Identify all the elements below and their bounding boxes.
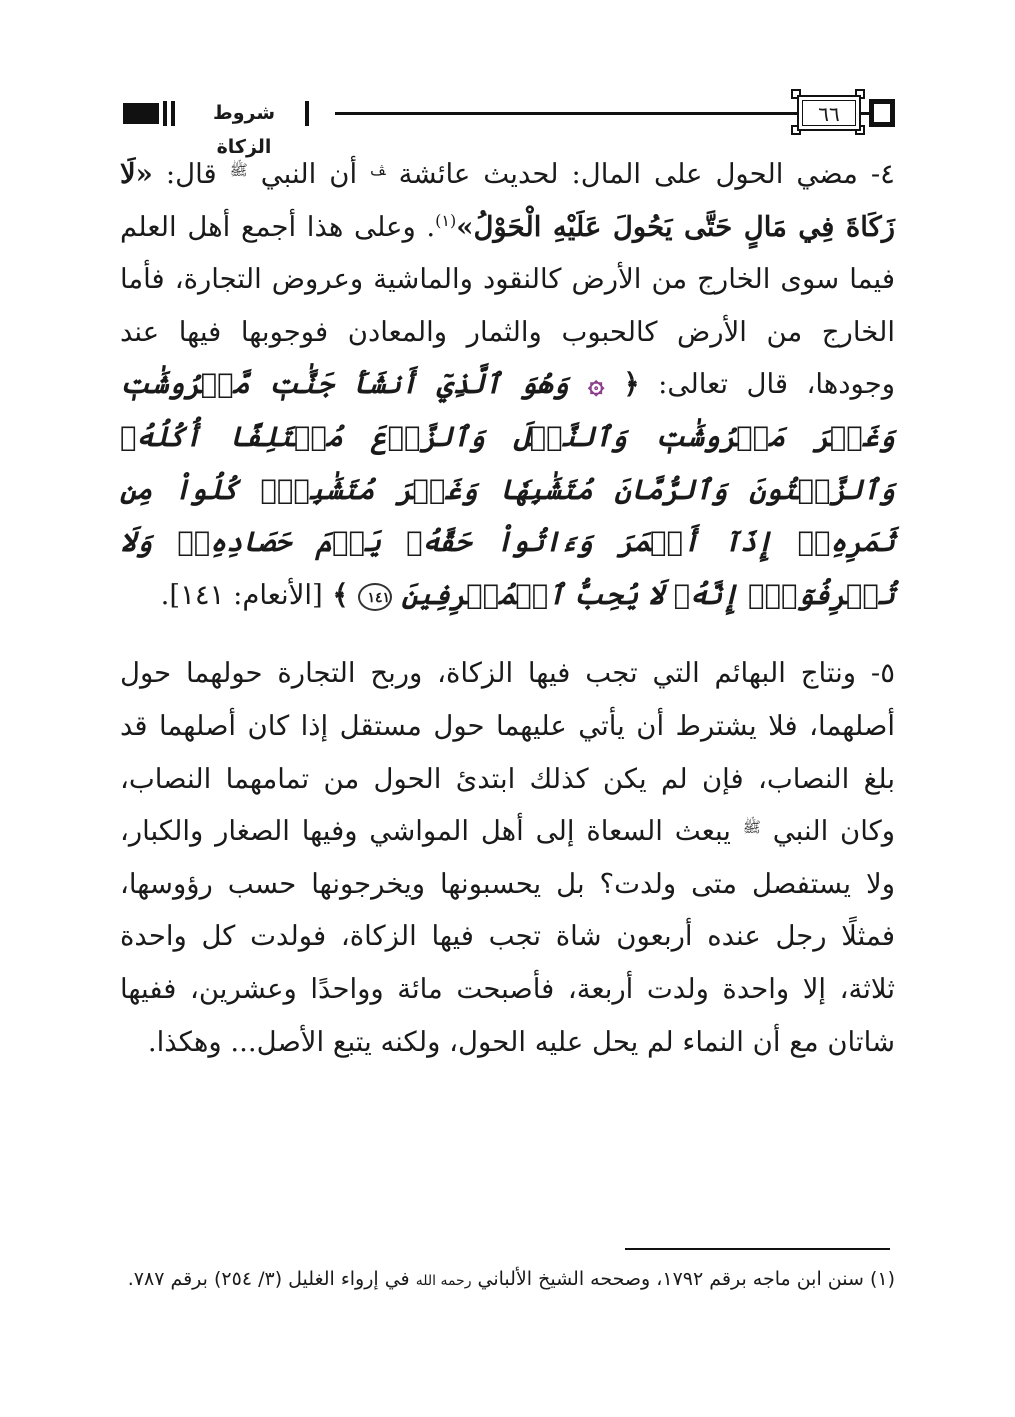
- quran-verse: [120, 368, 895, 610]
- header-ornament-block: [123, 103, 159, 124]
- footnote-text: سنن ابن ماجه برقم ١٧٩٢، وصححه الشيخ الألباني: [477, 1268, 864, 1290]
- header-ornament-square: [869, 99, 895, 127]
- footnote-text: في إرواء الغليل (٣/ ٢٥٤) برقم ٧٨٧.: [127, 1268, 410, 1290]
- sajda-flower-icon: ۞: [588, 368, 605, 401]
- footnote-1: [120, 1262, 895, 1299]
- paragraph-condition-5: [120, 647, 895, 1068]
- verse-citation: [الأنعام: ١٤١].: [160, 578, 323, 611]
- item-number: ٥-: [870, 657, 895, 690]
- ayah-number-marker: ١٤١: [358, 583, 392, 611]
- footnote-reference[interactable]: (١): [435, 210, 457, 230]
- header-rule: [335, 112, 797, 115]
- honorific-prophet-glyph: ﷺ: [229, 161, 248, 179]
- page-body: [120, 148, 895, 1068]
- hadith-quote: «لَا زَكَاةَ فِي مَالٍ حَتَّى يَحُولَ عَلَيْهِ الْحَوْلُ»: [120, 158, 896, 243]
- footnote-marker: (١): [869, 1268, 895, 1290]
- honorific-prophet-glyph: ﷺ: [742, 818, 761, 837]
- honorific-aisha-glyph: ﭫ: [370, 161, 386, 179]
- paragraph-text: يبعث السعاة إلى أهل المواشي وفيها الصغار والكبار، ولا يستفصل متى ولدت؟ بل يحسبونها ويخرجونها حسب رؤوسها، فمثلًا رجل عنده أربعون شاة تجب فيها الزكاة، فولدت كل واحدة ثلاثة، إلا واحدة ولدت أربعة، فأصبحت مائة وواحدًا وعشرين، ففيها شاتان مع أن النماء لم يحل عليه الحول، ولكنه يتبع الأصل... وهكذا.: [120, 815, 895, 1058]
- header-ornament-bar: [305, 101, 309, 126]
- paragraph-text: أن النبي: [260, 158, 358, 190]
- paragraph-text: مضي الحول على المال: لحديث عائشة: [398, 158, 858, 190]
- item-number: ٤-: [870, 158, 895, 190]
- page-header: [123, 92, 892, 158]
- paragraph-text: قال:: [165, 158, 217, 190]
- paragraph-text: . وعلى هذا أجمع أهل العلم فيما سوى الخارج من الأرض كالنقود والماشية وعروض التجارة، فأما الخارج من الأرض كالحبوب والثمار والمعادن فوجوبها فيها عند وجودها، قال تعالى:: [120, 210, 896, 401]
- header-ornament-bar: [171, 101, 175, 126]
- quran-verse-text: وَهُوَ ٱلَّذِيٓ أَنشَأَ جَنَّٰتٖ مَّعۡرُوشَٰتٖ وَغَيۡرَ مَعۡرُوشَٰتٖ وَٱلنَّخۡلَ وَٱلزَّرۡعَ مُخۡتَلِفًا أُكُلُهُۥ وَٱلزَّيۡتُونَ وَٱلرُّمَّانَ مُتَشَٰبِهٗا وَغَيۡرَ مُتَشَٰبِهٖۚ كُلُواْ مِن ثَمَرِهِۦٓ إِذَآ أَثۡمَرَ وَءَاتُواْ حَقَّهُۥ يَوۡمَ حَصَادِهِۦۖ وَلَا تُسۡرِفُوٓاْۚ إِنَّهُۥ لَا يُحِبُّ ٱلۡمُسۡرِفِينَ: [120, 368, 895, 611]
- paragraph-condition-4: [120, 148, 895, 621]
- page-number-frame: [797, 95, 861, 131]
- footnote-separator: [625, 1248, 890, 1250]
- quran-open-bracket: ﴿: [623, 368, 640, 401]
- page-number: ٦٦: [818, 102, 840, 126]
- quran-close-bracket: ﴾: [332, 578, 349, 611]
- paragraph-text: ونتاج البهائم التي تجب فيها الزكاة، وربح التجارة حولهما حول أصلهما، فلا يشترط أن يأتي عليهما حول مستقل إذا كان أصلهما قد بلغ النصاب، فإن لم يكن كذلك ابتدئ الحول من تمامهما النصاب، وكان النبي: [120, 657, 896, 848]
- running-title: شروط الزكاة: [179, 96, 309, 164]
- header-ornament-bar: [163, 101, 167, 126]
- honorific-rahimahullah-glyph: رحمه الله: [415, 1273, 472, 1289]
